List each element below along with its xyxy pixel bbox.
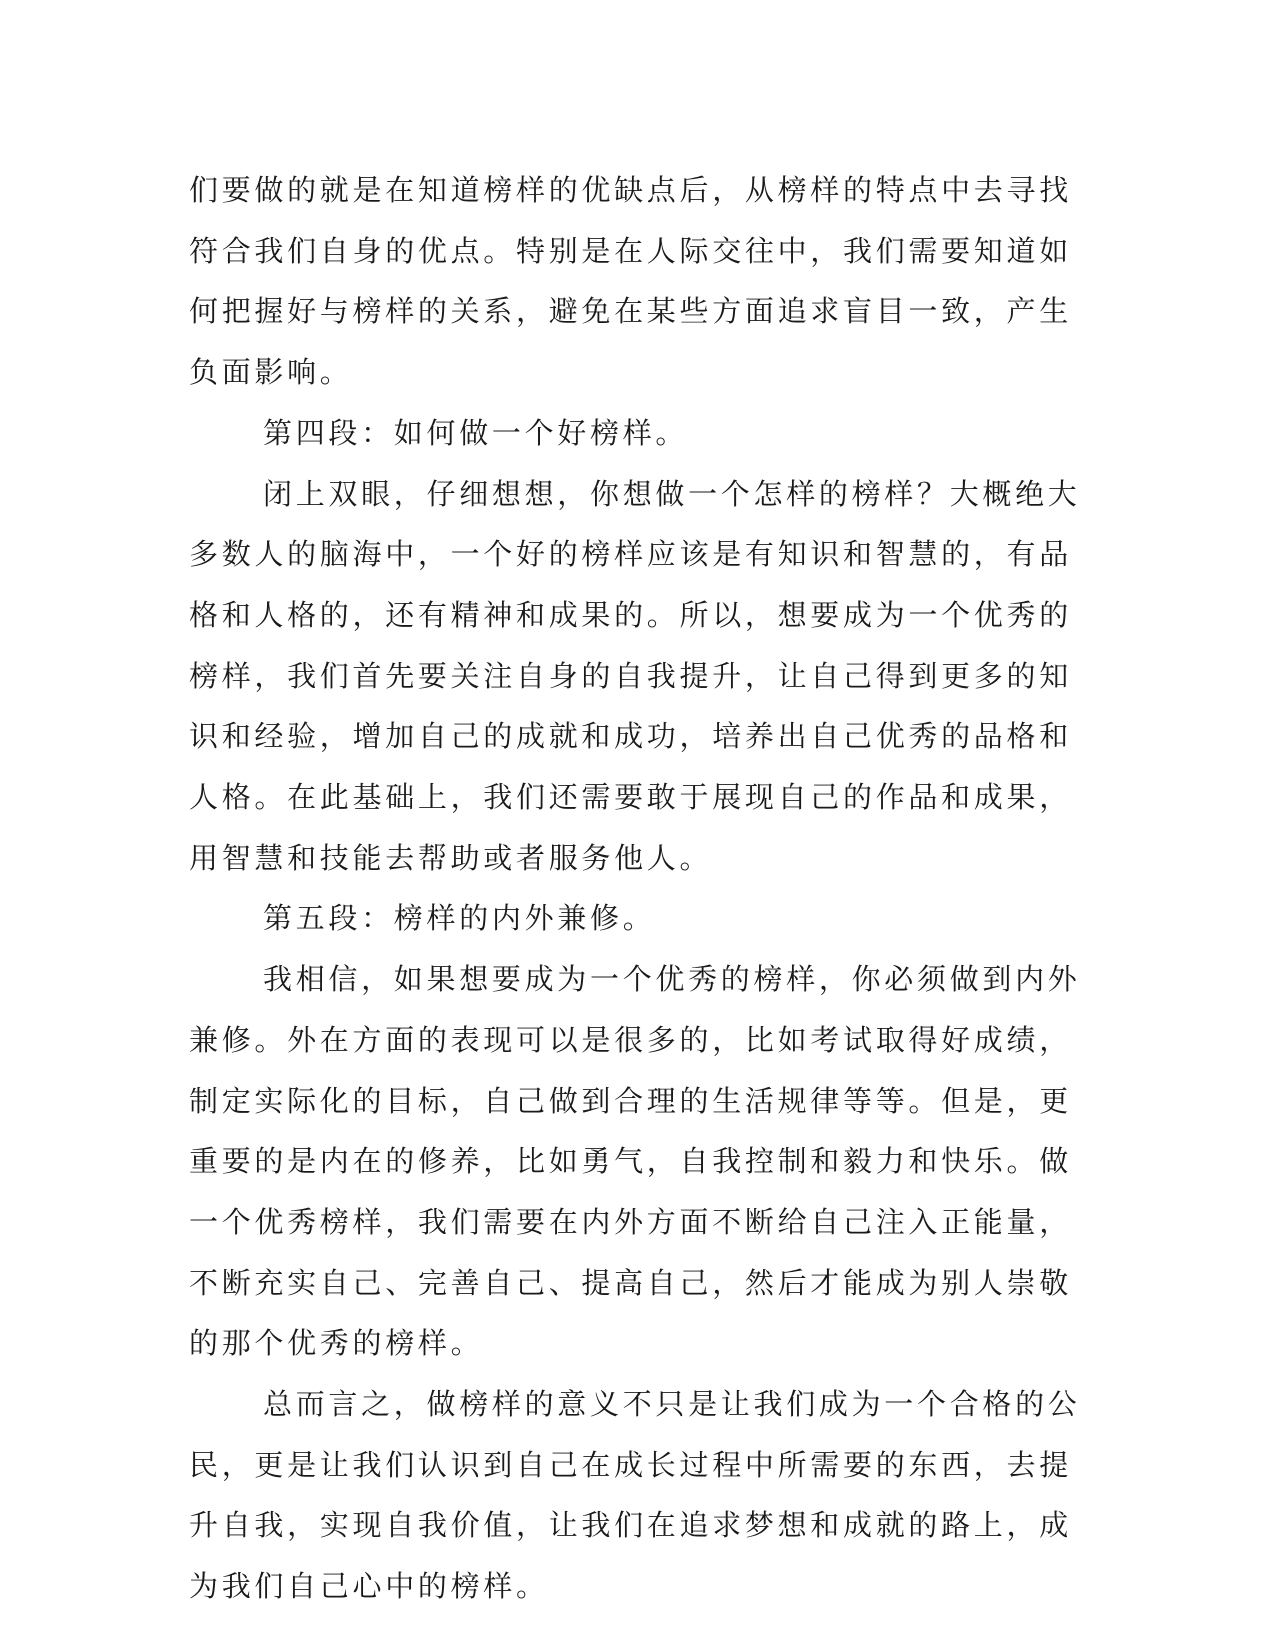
section-heading-four: 第四段：如何做一个好榜样。: [263, 415, 689, 450]
paragraph-conclusion: 总而言之，做榜样的意义不只是让我们成为一个合格的公民，更是让我们认识到自己在成长过程中所需要的东西，去提升自我，实现自我价值，让我们在追求梦想和成就的路上，成为我们自己心中的榜样。: [189, 1387, 1081, 1604]
paragraph-inner-outer: 我相信，如果想要成为一个优秀的榜样，你必须做到内外兼修。外在方面的表现可以是很多的，比如考试取得好成绩，制定实际化的目标，自己做到合理的生活规律等等。但是，更重要的是内在的修养，比如勇气，自我控制和毅力和快乐。做一个优秀榜样，我们需要在内外方面不断给自己注入正能量，不断充实自己、完善自己、提高自己，然后才能成为别人崇敬的那个优秀的榜样。: [189, 962, 1081, 1361]
section-heading-five: 第五段：榜样的内外兼修。: [263, 901, 656, 936]
document-body: [189, 160, 1089, 1617]
paragraph-continuation: 们要做的就是在知道榜样的优缺点后，从榜样的特点中去寻找符合我们自身的优点。特别是在人际交往中，我们需要知道如何把握好与榜样的关系，避免在某些方面追求盲目一致，产生负面影响。: [189, 173, 1072, 390]
paragraph-good-role-model: 闭上双眼，仔细想想，你想做一个怎样的榜样？大概绝大多数人的脑海中，一个好的榜样应该是有知识和智慧的，有品格和人格的，还有精神和成果的。所以，想要成为一个优秀的榜样，我们首先要关注自身的自我提升，让自己得到更多的知识和经验，增加自己的成就和成功，培养出自己优秀的品格和人格。在此基础上，我们还需要敢于展现自己的作品和成果，用智慧和技能去帮助或者服务他人。: [189, 476, 1081, 875]
